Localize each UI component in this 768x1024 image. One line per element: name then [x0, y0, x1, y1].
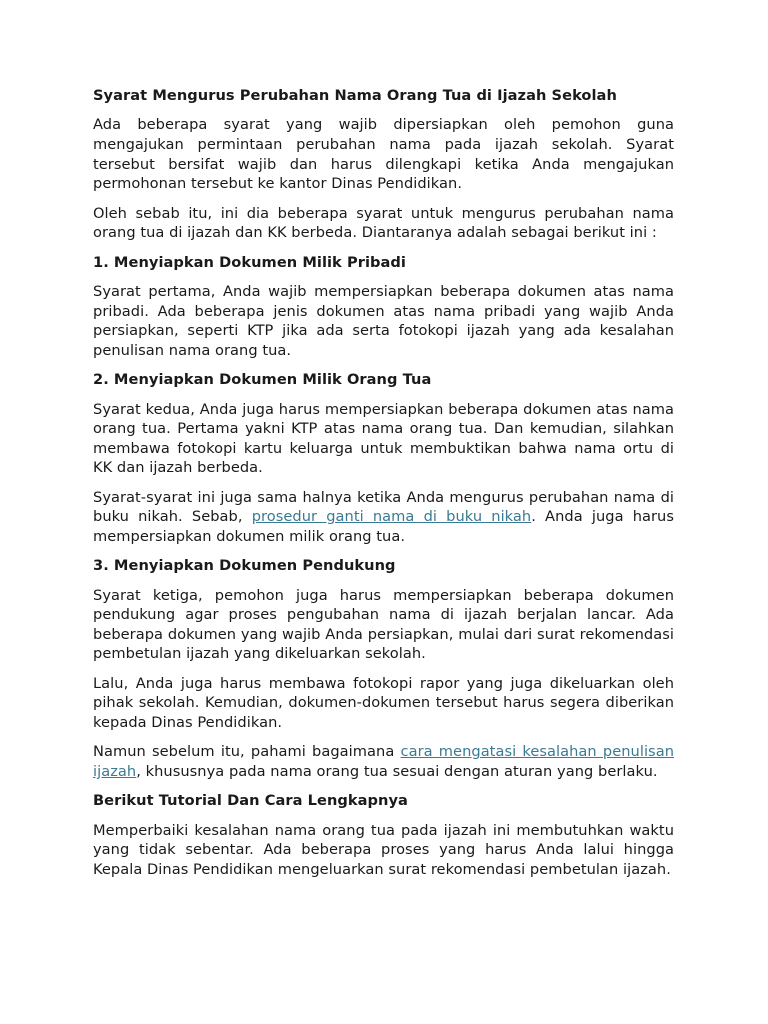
- section-heading-3: 3. Menyiapkan Dokumen Pendukung: [93, 557, 396, 575]
- section-heading-tutorial: Berikut Tutorial Dan Cara Lengkapnya: [93, 792, 408, 810]
- link-cara-mengatasi-kesalahan[interactable]: cara mengatasi kesalahan penulisan ijazah: [93, 743, 674, 780]
- paragraph-section-2-note: [93, 488, 674, 547]
- document-body: [93, 86, 674, 889]
- section-heading-2: 2. Menyiapkan Dokumen Milik Orang Tua: [93, 371, 432, 389]
- document-title: Syarat Mengurus Perubahan Nama Orang Tua di Ijazah Sekolah: [93, 87, 617, 104]
- link-prosedur-ganti-nama[interactable]: prosedur ganti nama di buku nikah: [251, 508, 532, 526]
- section-heading-1: 1. Menyiapkan Dokumen Milik Pribadi: [93, 253, 406, 271]
- text-run: , khususnya pada nama orang tua sesuai dengan aturan yang berlaku.: [136, 762, 658, 780]
- paragraph-section-3-rapor: Lalu, Anda juga harus membawa fotokopi rapor yang juga dikeluarkan oleh pihak sekolah. Kemudian, dokumen-dokumen tersebut harus segera diberikan kepada Dinas Pendidikan.: [93, 674, 674, 731]
- paragraph-section-1: Syarat pertama, Anda wajib mempersiapkan beberapa dokumen atas nama pribadi. Ada beberapa jenis dokumen atas nama pribadi yang wajib Anda persiapkan, seperti KTP jika ada serta fotokopi ijazah yang ada kesalahan penulisan nama orang tua.: [93, 282, 674, 359]
- paragraph-section-3: Syarat ketiga, pemohon juga harus mempersiapkan beberapa dokumen pendukung agar proses pengubahan nama di ijazah berjalan lancar. Ada beberapa dokumen yang wajib Anda persiapkan, mulai dari surat rekomendasi pembetulan ijazah yang dikeluarkan sekolah.: [93, 586, 674, 663]
- paragraph-section-3-note: [93, 742, 674, 781]
- text-run: . Anda juga harus mempersiapkan dokumen milik orang tua.: [93, 508, 675, 545]
- text-run: Syarat-syarat ini juga sama halnya ketika Anda mengurus perubahan nama di buku nikah. Sebab,: [93, 488, 674, 526]
- paragraph-list-intro: Oleh sebab itu, ini dia beberapa syarat untuk mengurus perubahan nama orang tua di ijazah dan KK berbeda. Diantaranya adalah sebagai berikut ini :: [93, 204, 674, 242]
- paragraph-section-2: Syarat kedua, Anda juga harus mempersiapkan beberapa dokumen atas nama orang tua. Pertama yakni KTP atas nama orang tua. Dan kemudian, silahkan membawa fotokopi kartu keluarga untuk membuktikan bahwa nama ortu di KK dan ijazah berbeda.: [93, 400, 674, 477]
- paragraph-intro: Ada beberapa syarat yang wajib dipersiapkan oleh pemohon guna mengajukan permintaan perubahan nama pada ijazah sekolah. Syarat tersebut bersifat wajib dan harus dilengkapi ketika Anda mengajukan permohonan tersebut ke kantor Dinas Pendidikan.: [93, 116, 674, 193]
- paragraph-tutorial: Memperbaiki kesalahan nama orang tua pada ijazah ini membutuhkan waktu yang tidak sebentar. Ada beberapa proses yang harus Anda lalui hingga Kepala Dinas Pendidikan mengeluarkan surat rekomendasi pembetulan ijazah.: [93, 821, 674, 878]
- text-run: Namun sebelum itu, pahami bagaimana: [93, 743, 401, 761]
